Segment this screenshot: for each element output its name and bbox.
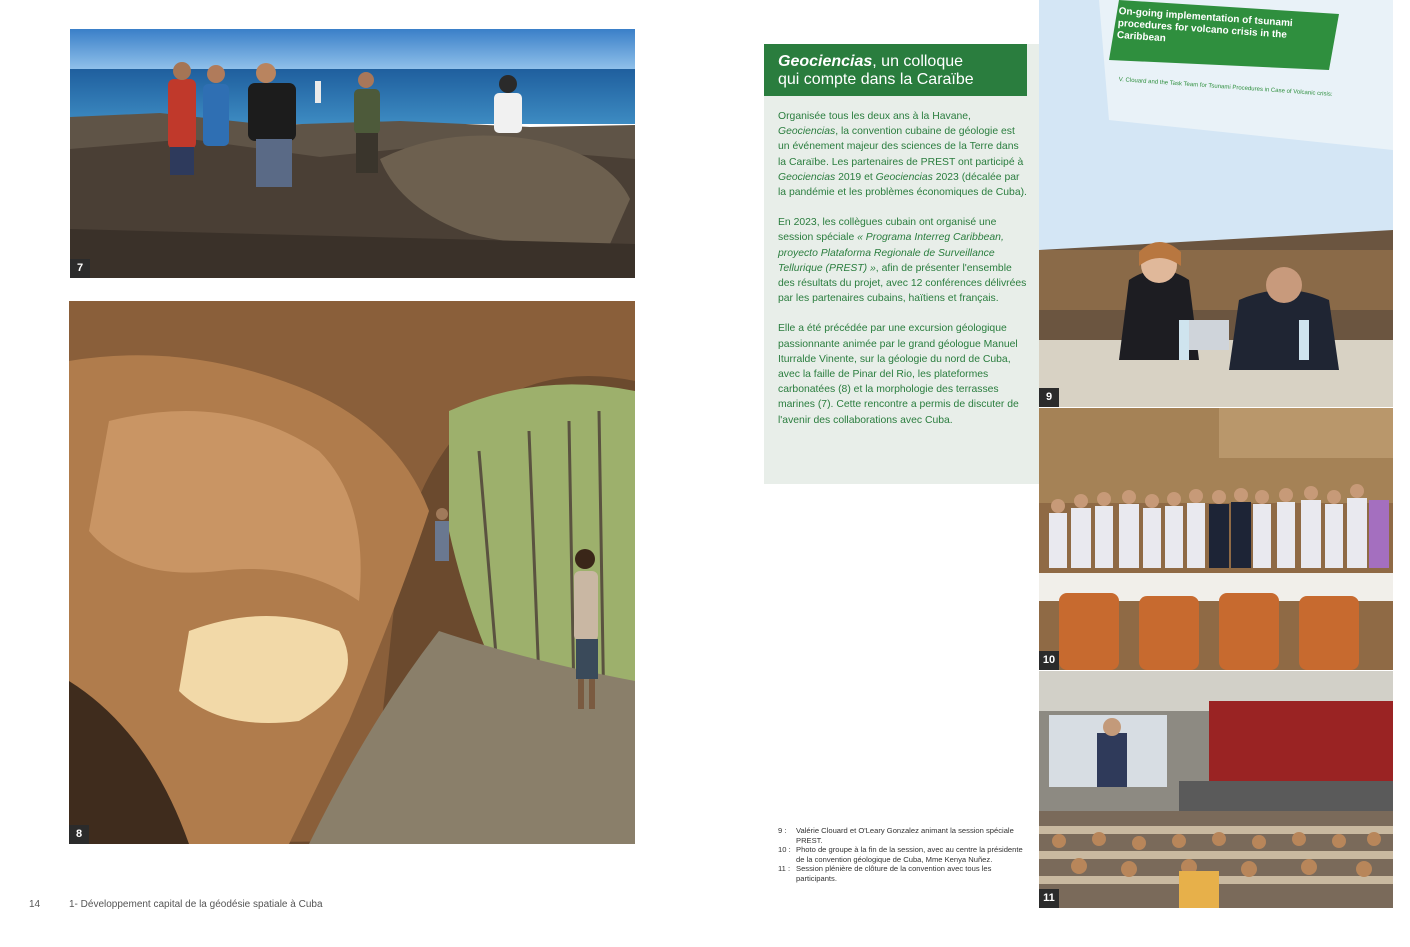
box-paragraph-3: Elle a été précédée par une excursion géologique passionnante animée par le grand géologue Manuel Iturralde Vinente, sur la géologie du nord de Cuba, avec la faille de Pinar del Rio, les plateformes carbonatées (8) et la morphologie des terrasses marines (7). Cette rencontre a permis de discuter de l'avenir des collaborations avec Cuba.: [778, 323, 1019, 426]
caption-11: [778, 864, 1028, 883]
photo-group: [1039, 408, 1393, 670]
p1-c: , la convention cubaine de géologie est un événement majeur des sciences de la Terre dans la Caraïbe. Les partenaires de PREST ont participé à: [778, 126, 1024, 168]
p1-g: 2023 (décalée par la pandémie et les problèmes économiques de Cuba).: [778, 171, 1027, 199]
p1-a: Organisée tous les deux ans à la Havane,: [778, 111, 971, 122]
box-paragraph-2: [778, 215, 1028, 306]
box-title-line2: qui compte dans la Caraïbe: [778, 71, 974, 88]
page-number: 14: [29, 899, 41, 910]
caption-number: 9: [778, 826, 783, 835]
caption-separator: :: [788, 864, 791, 874]
photo-coastal-terrace: [70, 29, 635, 278]
cave-photo-illustration: [69, 301, 635, 844]
photo-number-10: 10: [1039, 651, 1059, 670]
caption-number: 10: [778, 845, 787, 855]
photo-captions: [778, 826, 1028, 884]
group-photo-illustration: [1039, 408, 1393, 670]
p2-a: En 2023, les collègues cubain ont organisé une session spéciale: [778, 217, 997, 244]
box-paragraph-1: [778, 109, 1028, 200]
photo-number-11: 11: [1039, 889, 1059, 908]
box-title: [764, 44, 1027, 96]
photo-plenary: [1039, 671, 1393, 908]
geociencias-box: [764, 44, 1039, 484]
photo-cave: [69, 301, 635, 844]
slide-title: On-going implementation of tsunami procedures for volcano crisis in the Caribbean: [1116, 6, 1294, 45]
photo-number-7: 7: [70, 259, 90, 278]
coastal-photo-illustration: [70, 29, 635, 278]
p1-em-2: Geociencias: [778, 171, 836, 183]
chapter-title: 1- Développement capital de la géodésie spatiale à Cuba: [69, 899, 323, 910]
caption-9: [778, 826, 1028, 845]
session-photo-illustration: [1039, 0, 1393, 407]
photo-prest-session: [1039, 0, 1393, 407]
box-body: [778, 109, 1028, 443]
caption-10: [778, 845, 1028, 864]
caption-text: Photo de groupe à la fin de la session, avec au centre la présidente de la convention géologique de Cuba, Mme Kenya Nuñez.: [796, 845, 1023, 864]
photo-number-9: 9: [1039, 388, 1059, 407]
caption-separator: :: [784, 826, 787, 835]
box-title-rest: , un colloque: [872, 53, 964, 70]
caption-separator: :: [788, 845, 791, 855]
box-title-emphasis: Geociencias: [778, 53, 873, 70]
caption-text: Valérie Clouard et O'Leary Gonzalez animant la session spéciale PREST.: [796, 826, 1014, 845]
caption-number: 11: [778, 864, 786, 874]
p1-e: 2019 et: [835, 171, 876, 183]
p1-em-3: Geociencias: [875, 171, 933, 183]
p2-em: « Programa Interreg Caribbean, proyecto Plataforma Regionale de Surveillance Tellurique (PREST) »: [778, 232, 1004, 274]
caption-text: Session plénière de clôture de la convention avec tous les participants.: [796, 864, 992, 883]
photo-number-8: 8: [69, 825, 89, 844]
p2-c: , afin de présenter l'ensemble des résultats du projet, avec 12 conférences délivrées par les partenaires cubains, haïtiens et français.: [778, 262, 1027, 305]
slide-authors: V. Clouard and the Task Team for Tsunami Procedures in Case of Volcanic crisis:: [1118, 76, 1333, 98]
plenary-photo-illustration: [1039, 671, 1393, 908]
p1-em-1: Geociencias: [778, 126, 836, 138]
